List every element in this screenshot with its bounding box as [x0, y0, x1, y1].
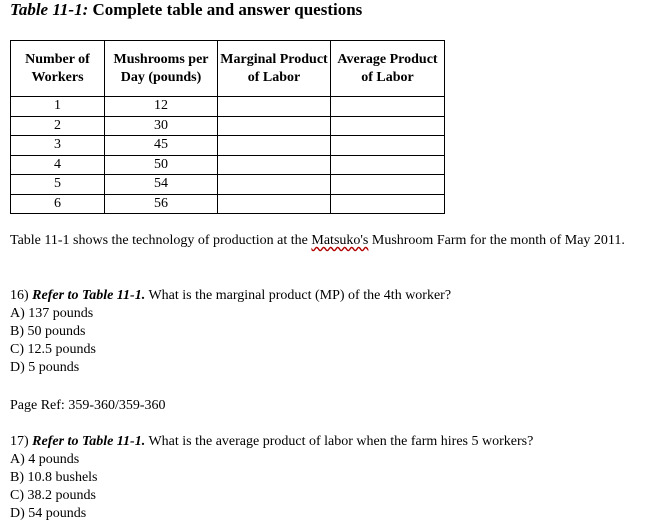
question-17 — [10, 433, 533, 523]
cell-workers: 3 — [11, 136, 105, 156]
cell-mushrooms: 30 — [105, 116, 218, 136]
table-description — [10, 232, 640, 250]
cell-workers: 4 — [11, 155, 105, 175]
answer-option-c: C) 12.5 pounds — [10, 342, 96, 357]
farm-name: Matsuko's — [311, 233, 369, 248]
table-row — [11, 194, 445, 214]
answer-option-b: B) 10.8 bushels — [10, 470, 98, 485]
title-text: Complete table and answer questions — [88, 0, 363, 19]
question-number: 17) — [10, 434, 29, 449]
cell-average-product[interactable] — [331, 194, 445, 214]
cell-workers: 6 — [11, 194, 105, 214]
table-header-row — [11, 41, 445, 97]
table-row — [11, 136, 445, 156]
header-average-product: Average Product of Labor — [331, 41, 445, 97]
cell-average-product[interactable] — [331, 155, 445, 175]
page-title — [10, 0, 362, 20]
cell-workers: 2 — [11, 116, 105, 136]
title-table-label: Table 11-1: — [10, 0, 89, 19]
production-table — [10, 40, 445, 214]
page-reference: Page Ref: 359-360/359-360 — [10, 398, 166, 413]
answer-option-a: A) 137 pounds — [10, 306, 94, 321]
header-marginal-product: Marginal Product of Labor — [218, 41, 331, 97]
table-row — [11, 155, 445, 175]
table-row — [11, 175, 445, 195]
cell-average-product[interactable] — [331, 175, 445, 195]
question-number: 16) — [10, 288, 29, 303]
table-row — [11, 116, 445, 136]
cell-average-product[interactable] — [331, 136, 445, 156]
cell-marginal-product[interactable] — [218, 155, 331, 175]
answer-option-c: C) 38.2 pounds — [10, 488, 96, 503]
cell-marginal-product[interactable] — [218, 97, 331, 117]
cell-marginal-product[interactable] — [218, 136, 331, 156]
cell-mushrooms: 45 — [105, 136, 218, 156]
cell-marginal-product[interactable] — [218, 116, 331, 136]
answer-option-b: B) 50 pounds — [10, 324, 86, 339]
cell-mushrooms: 54 — [105, 175, 218, 195]
table-row — [11, 97, 445, 117]
question-16 — [10, 287, 451, 377]
question-text: What is the average product of labor when the farm hires 5 workers? — [145, 434, 534, 449]
question-17-stem — [10, 433, 533, 451]
cell-mushrooms: 12 — [105, 97, 218, 117]
answer-option-d: D) 5 pounds — [10, 360, 80, 375]
question-reference: Refer to Table 11-1. — [32, 434, 146, 449]
answer-option-a: A) 4 pounds — [10, 452, 80, 467]
header-mushrooms: Mushrooms per Day (pounds) — [105, 41, 218, 97]
question-text: What is the marginal product (MP) of the 4th worker? — [145, 288, 452, 303]
cell-average-product[interactable] — [331, 116, 445, 136]
cell-marginal-product[interactable] — [218, 175, 331, 195]
question-reference: Refer to Table 11-1. — [32, 288, 146, 303]
cell-mushrooms: 50 — [105, 155, 218, 175]
question-16-stem — [10, 287, 451, 305]
cell-workers: 1 — [11, 97, 105, 117]
cell-workers: 5 — [11, 175, 105, 195]
description-text-start: Table 11-1 shows the technology of production at the — [10, 233, 312, 248]
description-text-end: Mushroom Farm for the month of May 2011. — [368, 233, 625, 248]
cell-mushrooms: 56 — [105, 194, 218, 214]
cell-marginal-product[interactable] — [218, 194, 331, 214]
header-workers: Number of Workers — [11, 41, 105, 97]
answer-option-d: D) 54 pounds — [10, 506, 87, 521]
cell-average-product[interactable] — [331, 97, 445, 117]
